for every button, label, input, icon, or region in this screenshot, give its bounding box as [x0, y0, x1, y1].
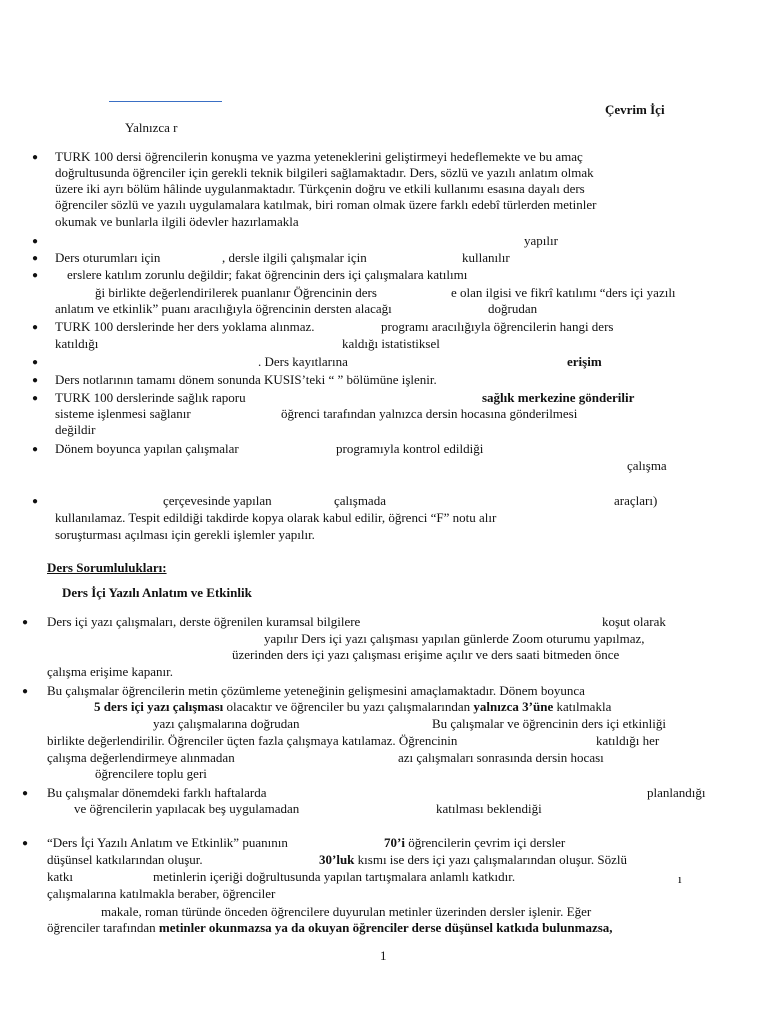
text-line: doğrultusunda öğrenciler için gerekli teknik bilgileri sağlamaktadır. Ders, sözlü ve yazılı anlatım olmak	[55, 165, 594, 180]
text-line: metinlerin içeriği doğrultusunda yapılan tartışmalara anlamlı katkıdır.	[153, 869, 516, 884]
text-line: Bu çalışmalar dönemdeki farklı haftalarda	[47, 785, 267, 800]
text-line: ği birlikte değerlendirilerek puanlanır Öğrencinin ders	[95, 285, 377, 300]
text-line: Bu çalışmalar öğrencilerin metin çözümleme yeteneğinin gelişmesini amaçlamaktadır. Dönem boyunca	[47, 683, 585, 698]
text-line: TURK 100 dersi öğrencilerin konuşma ve yazma yeteneklerini geliştirmeyi hedeflemekte ve bu amaç	[55, 149, 583, 164]
text-line: Ders notlarının tamamı dönem sonunda KUSIS’teki “ ” bölümüne işlenir.	[55, 372, 437, 387]
text-line: soruşturması açılması için gerekli işlemler yapılır.	[55, 527, 315, 542]
bold-text: 5 ders içi yazı çalışması	[94, 699, 224, 714]
text-line: birlikte değerlendirilir. Öğrenciler üçten fazla çalışmaya katılamaz. Öğrencinin	[47, 733, 458, 748]
page-title: Çevrim İçi	[605, 102, 665, 117]
text-line: çalışma değerlendirmeye alınmadan	[47, 750, 235, 765]
bullet-icon: ●	[32, 393, 39, 404]
bullet-icon: ●	[32, 444, 39, 455]
text-line: katkı	[47, 869, 73, 884]
text-line: erslere katılım zorunlu değildir; fakat öğrencinin ders içi çalışmalara katılımı	[67, 267, 468, 282]
text-line: Ders oturumları için	[55, 250, 161, 265]
text-line: TURK 100 derslerinde her ders yoklama alınmaz.	[55, 319, 315, 334]
text-line: yapılır	[524, 233, 558, 248]
text-line: üzerinden ders içi yazı çalışması erişime açılır ve ders saati bitmeden önce	[232, 647, 620, 662]
bold-text: metinler okunmazsa ya da okuyan öğrenciler derse düşünsel katkıda bulunmazsa,	[158, 920, 613, 935]
text-line: sağlık merkezine gönderilir	[482, 390, 635, 405]
text-line: öğrencilere toplu geri	[95, 766, 207, 781]
bold-text: 30’luk	[319, 852, 355, 867]
bullet-icon: ●	[22, 617, 29, 628]
bullet-icon: ●	[32, 236, 39, 247]
bullet-icon: ●	[32, 496, 39, 507]
inline-text: öğrencilerin çevrim içi dersler	[404, 835, 566, 850]
text-line: katılması beklendiği	[436, 801, 542, 816]
text-line: anlatım ve etkinlik” puanı aracılığıyla öğrencinin dersten alacağı	[55, 301, 392, 316]
text-line: kullanılır	[462, 250, 510, 265]
text-line	[47, 920, 613, 936]
text-line: Dönem boyunca yapılan çalışmalar	[55, 441, 239, 456]
text-line: çalışma	[627, 458, 667, 473]
bullet-icon: ●	[32, 357, 39, 368]
page-subtitle: Yalnızca r	[125, 120, 178, 135]
text-line: programıyla kontrol edildiği	[336, 441, 484, 456]
inline-text: kısmı ise ders içi yazı çalışmalarından oluşur. Sözlü	[354, 852, 627, 867]
text-line: koşut olarak	[602, 614, 666, 629]
bullet-icon: ●	[32, 375, 39, 386]
text-line: çerçevesinde yapılan	[163, 493, 272, 508]
text-line: e olan ilgisi ve fikrî katılımı “ders içi yazılı	[451, 285, 676, 300]
text-line: Bu çalışmalar ve öğrencinin ders içi etkinliği	[432, 716, 666, 731]
text-line: katıldığı	[55, 336, 99, 351]
header-link-underline	[109, 101, 222, 102]
text-line: sisteme işlenmesi sağlanır	[55, 406, 191, 421]
text-line: üzere iki ayrı bölüm hâlinde uygulanmaktadır. Türkçenin doğru ve etkili kullanımı esasına dayalı ders	[55, 181, 585, 196]
text-line: makale, roman türünde önceden öğrencilere duyurulan metinler üzerinden dersler işlenir. Eğer	[101, 904, 592, 919]
text-line: planlandığı	[647, 785, 706, 800]
text-line: ı	[678, 871, 682, 886]
bullet-icon: ●	[32, 253, 39, 264]
text-line: kullanılamaz. Tespit edildiği takdirde kopya olarak kabul edilir, öğrenci “F” notu alır	[55, 510, 497, 525]
bullet-icon: ●	[22, 788, 29, 799]
text-line: ve öğrencilerin yapılacak beş uygulamadan	[74, 801, 300, 816]
text-line	[384, 835, 565, 851]
inline-text: olacaktır ve öğrenciler bu yazı çalışmalarından	[223, 699, 474, 714]
text-line: değildir	[55, 422, 96, 437]
text-line: çalışmada	[334, 493, 386, 508]
text-line: , dersle ilgili çalışmalar için	[222, 250, 367, 265]
bullet-icon: ●	[22, 838, 29, 849]
text-line: çalışma erişime kapanır.	[47, 664, 173, 679]
inline-text: katılmakla	[553, 699, 612, 714]
text-line: yapılır Ders içi yazı çalışması yapılan günlerde Zoom oturumu yapılmaz,	[264, 631, 645, 646]
section-subheading: Ders İçi Yazılı Anlatım ve Etkinlik	[62, 585, 252, 600]
text-line: araçları)	[614, 493, 658, 508]
text-line	[94, 699, 611, 715]
text-line: doğrudan	[488, 301, 538, 316]
bold-text: yalnızca 3’üne	[473, 699, 554, 714]
bold-text: 70’i	[384, 835, 405, 850]
bullet-icon: ●	[32, 322, 39, 333]
text-line: çalışmalarına katılmakla beraber, öğrenciler	[47, 886, 276, 901]
text-line	[319, 852, 627, 868]
inline-text: öğrenciler tarafından	[47, 920, 159, 935]
text-line: Ders içi yazı çalışmaları, derste öğrenilen kuramsal bilgilere	[47, 614, 361, 629]
text-line: okumak ve bunlarla ilgili ödevler hazırlamakla	[55, 214, 299, 229]
bullet-icon: ●	[32, 152, 39, 163]
text-line: TURK 100 derslerinde sağlık raporu	[55, 390, 246, 405]
text-line: öğrenciler sözlü ve yazılı uygulamalara katılmak, biri roman olmak üzere farklı edebî türlerden metinler	[55, 197, 597, 212]
text-line: erişim	[567, 354, 602, 369]
text-line: . Ders kayıtlarına	[258, 354, 348, 369]
text-line: azı çalışmaları sonrasında dersin hocası	[398, 750, 604, 765]
text-line: düşünsel katkılarından oluşur.	[47, 852, 203, 867]
section-heading: Ders Sorumlulukları:	[47, 560, 167, 575]
text-line: programı aracılığıyla öğrencilerin hangi ders	[381, 319, 614, 334]
bullet-icon: ●	[22, 686, 29, 697]
text-line: “Ders İçi Yazılı Anlatım ve Etkinlik” puanının	[47, 835, 288, 850]
page-number: 1	[380, 948, 387, 963]
text-line: kaldığı istatistiksel	[342, 336, 440, 351]
text-line: öğrenci tarafından yalnızca dersin hocasına gönderilmesi	[281, 406, 578, 421]
bullet-icon: ●	[32, 270, 39, 281]
text-line: katıldığı her	[596, 733, 660, 748]
text-line: yazı çalışmalarına doğrudan	[153, 716, 300, 731]
